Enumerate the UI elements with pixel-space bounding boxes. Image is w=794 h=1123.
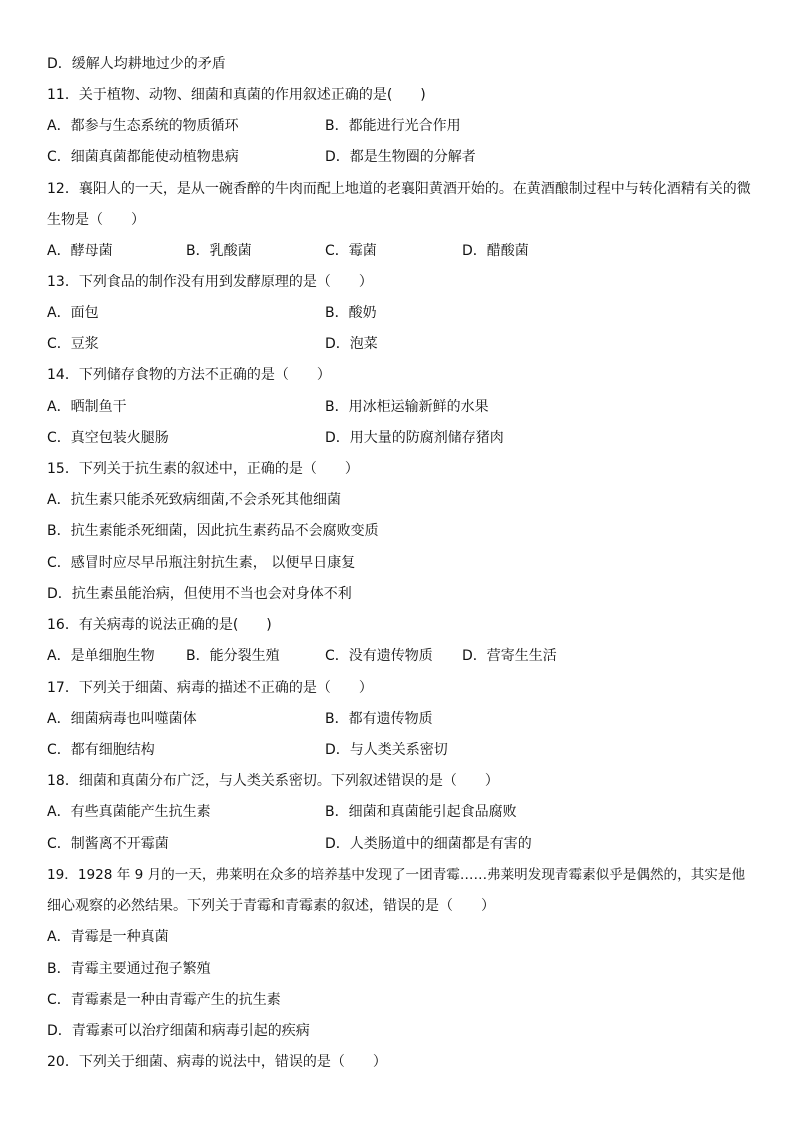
q13-option-d: D．泡菜	[325, 336, 378, 352]
q15-stem: 15．下列关于抗生素的叙述中，正确的是（ ）	[47, 461, 359, 477]
q19-stem-line2: 细心观察的必然结果。下列关于青霉和青霉素的叙述，错误的是（ ）	[47, 898, 495, 914]
q17-option-a: A．细菌病毒也叫噬菌体	[47, 711, 197, 727]
q16-stem: 16．有关病毒的说法正确的是( )	[47, 617, 272, 633]
q20-stem: 20．下列关于细菌、病毒的说法中，错误的是（ ）	[47, 1054, 387, 1070]
q18-option-c: C．制酱离不开霉菌	[47, 836, 169, 852]
q13-option-c: C．豆浆	[47, 336, 99, 352]
q19-option-b: B．青霉主要通过孢子繁殖	[47, 961, 211, 977]
q18-option-b: B．细菌和真菌能引起食品腐败	[325, 804, 517, 820]
q18-option-a: A．有些真菌能产生抗生素	[47, 804, 211, 820]
q16-option-c: C．没有遗传物质	[325, 648, 433, 664]
q10-option-d: D．缓解人均耕地过少的矛盾	[47, 56, 226, 72]
q15-option-b: B．抗生素能杀死细菌，因此抗生素药品不会腐败变质	[47, 523, 379, 539]
q17-option-b: B．都有遗传物质	[325, 711, 433, 727]
q13-option-b: B．酸奶	[325, 305, 377, 321]
q15-option-a: A．抗生素只能杀死致病细菌,不会杀死其他细菌	[47, 492, 342, 508]
q18-option-d: D．人类肠道中的细菌都是有害的	[325, 836, 532, 852]
q11-option-a: A．都参与生态系统的物质循环	[47, 118, 239, 134]
q14-option-b: B．用冰柜运输新鲜的水果	[325, 399, 489, 415]
q19-option-c: C．青霉素是一种由青霉产生的抗生素	[47, 992, 281, 1008]
q12-stem-line2: 生物是（ ）	[47, 212, 145, 228]
q19-option-d: D．青霉素可以治疗细菌和病毒引起的疾病	[47, 1023, 310, 1039]
q12-option-c: C．霉菌	[325, 243, 377, 259]
q17-option-c: C．都有细胞结构	[47, 742, 155, 758]
q13-stem: 13．下列食品的制作没有用到发酵原理的是（ ）	[47, 274, 373, 290]
q13-option-a: A．面包	[47, 305, 99, 321]
q17-option-d: D．与人类关系密切	[325, 742, 448, 758]
q12-option-b: B．乳酸菌	[186, 243, 252, 259]
q11-stem: 11．关于植物、动物、细菌和真菌的作用叙述正确的是( )	[47, 87, 426, 103]
q11-option-b: B．都能进行光合作用	[325, 118, 461, 134]
q15-option-d: D．抗生素虽能治病，但使用不当也会对身体不利	[47, 586, 352, 602]
q16-option-a: A．是单细胞生物	[47, 648, 155, 664]
q17-stem: 17．下列关于细菌、病毒的描述不正确的是（ ）	[47, 680, 373, 696]
q19-option-a: A．青霉是一种真菌	[47, 929, 169, 945]
q14-stem: 14．下列储存食物的方法不正确的是（ ）	[47, 367, 331, 383]
q19-stem-line1: 19．1928 年 9 月的一天，弗莱明在众多的培养基中发现了一团青霉……弗莱明发现青霉素似乎是偶然的，其实是他	[47, 867, 746, 883]
q15-option-c: C．感冒时应尽早吊瓶注射抗生素， 以便早日康复	[47, 555, 356, 571]
q12-option-a: A．酵母菌	[47, 243, 113, 259]
q14-option-a: A．晒制鱼干	[47, 399, 127, 415]
q11-option-c: C．细菌真菌都能使动植物患病	[47, 149, 239, 165]
q12-option-d: D．醋酸菌	[462, 243, 529, 259]
q11-option-d: D．都是生物圈的分解者	[325, 149, 476, 165]
q14-option-d: D．用大量的防腐剂储存猪肉	[325, 430, 504, 446]
q14-option-c: C．真空包装火腿肠	[47, 430, 169, 446]
q16-option-d: D．营寄生生活	[462, 648, 557, 664]
q16-option-b: B．能分裂生殖	[186, 648, 280, 664]
q12-stem-line1: 12．襄阳人的一天，是从一碗香醉的牛肉而配上地道的老襄阳黄酒开始的。在黄酒酿制过程中与转化酒精有关的微	[47, 181, 751, 197]
q18-stem: 18．细菌和真菌分布广泛，与人类关系密切。下列叙述错误的是（ ）	[47, 773, 499, 789]
